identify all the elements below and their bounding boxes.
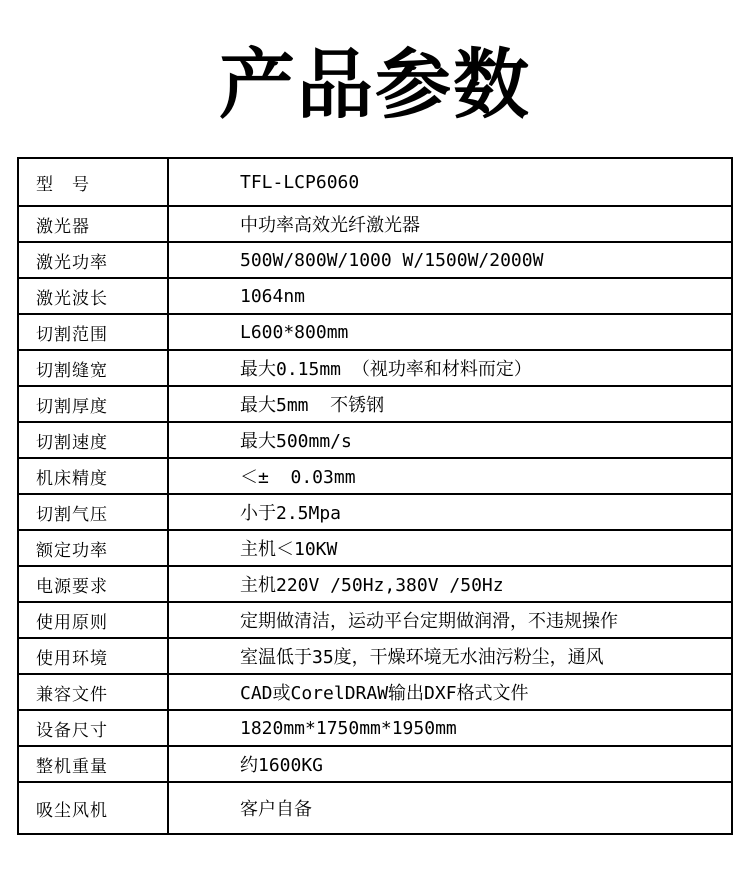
- table-row: [19, 781, 731, 833]
- param-value: 室温低于35度，干燥环境无水油污粉尘，通风: [240, 647, 604, 668]
- param-value: 1064nm: [240, 285, 306, 307]
- param-label: 切割速度: [19, 423, 169, 457]
- table-row: [19, 277, 731, 313]
- table-row: [19, 601, 731, 637]
- param-label: 激光功率: [19, 243, 169, 277]
- table-row: [19, 493, 731, 529]
- table-row: [19, 457, 731, 493]
- table-row: [19, 673, 731, 709]
- param-label: 使用原则: [19, 603, 169, 637]
- param-label: 切割范围: [19, 315, 169, 349]
- table-row: [19, 385, 731, 421]
- param-value: 1820mm*1750mm*1950mm: [240, 717, 457, 739]
- param-value: CAD或CorelDRAW输出DXF格式文件: [240, 683, 529, 704]
- param-value: 500W/800W/1000 W/1500W/2000W: [240, 249, 544, 271]
- table-row: [19, 745, 731, 781]
- param-value: TFL-LCP6060: [240, 171, 360, 193]
- param-label: 激光波长: [19, 279, 169, 313]
- page-title: 产品参数: [219, 42, 531, 128]
- param-label: 切割厚度: [19, 387, 169, 421]
- table-row: [19, 159, 731, 205]
- param-value: 小于2.5Mpa: [240, 503, 342, 524]
- title-section: [0, 0, 750, 157]
- param-value: ＜± 0.03mm: [240, 467, 356, 488]
- param-value: 约1600KG: [240, 755, 324, 776]
- param-label: 吸尘风机: [19, 783, 169, 833]
- param-label: 切割气压: [19, 495, 169, 529]
- param-value: 主机＜10KW: [240, 539, 338, 560]
- param-label: 整机重量: [19, 747, 169, 781]
- spec-table: [17, 157, 733, 835]
- table-row: [19, 637, 731, 673]
- param-label: 型 号: [19, 159, 169, 205]
- param-value: 中功率高效光纤激光器: [240, 215, 420, 236]
- param-label: 切割缝宽: [19, 351, 169, 385]
- table-row: [19, 349, 731, 385]
- param-label: 兼容文件: [19, 675, 169, 709]
- table-row: [19, 205, 731, 241]
- table-row: [19, 241, 731, 277]
- param-label: 使用环境: [19, 639, 169, 673]
- param-label: 机床精度: [19, 459, 169, 493]
- table-row: [19, 709, 731, 745]
- param-value: 最大500mm/s: [240, 431, 352, 452]
- table-row: [19, 313, 731, 349]
- param-value: 定期做清洁，运动平台定期做润滑，不违规操作: [240, 611, 618, 632]
- param-value: 最大5mm 不锈钢: [240, 395, 385, 416]
- param-label: 激光器: [19, 207, 169, 241]
- table-row: [19, 421, 731, 457]
- param-value: 主机220V /50Hz,380V /50Hz: [240, 575, 504, 596]
- param-value: 最大0.15mm （视功率和材料而定）: [240, 359, 532, 380]
- param-label: 电源要求: [19, 567, 169, 601]
- table-row: [19, 529, 731, 565]
- param-label: 额定功率: [19, 531, 169, 565]
- param-value: 客户自备: [240, 799, 312, 820]
- table-row: [19, 565, 731, 601]
- param-label: 设备尺寸: [19, 711, 169, 745]
- param-value: L600*800mm: [240, 321, 349, 343]
